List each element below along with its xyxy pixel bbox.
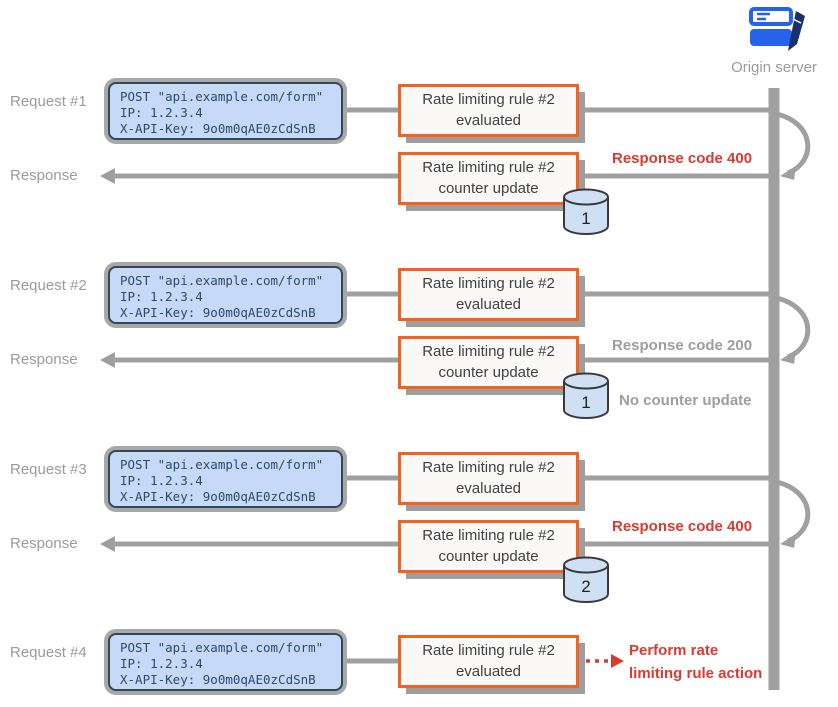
request-payload-3: POST "api.example.com/form" IP: 1.2.3.4 X-API-Key: 9o0m0qAE0zCdSnB xyxy=(108,450,343,508)
counter-update-box-2: Rate limiting rule #2 counter update xyxy=(398,336,579,389)
counter-db-icon-3 xyxy=(561,556,611,604)
server-icon xyxy=(748,5,808,53)
response-code-annotation-3: Response code 400 xyxy=(612,518,753,535)
label-response-3: Response xyxy=(10,535,78,552)
rule-evaluated-box-3: Rate limiting rule #2 evaluated xyxy=(398,452,579,505)
label-request-3: Request #3 xyxy=(10,461,87,478)
response-code-annotation-2: Response code 200 xyxy=(612,337,753,354)
rule-evaluated-box-4: Rate limiting rule #2 evaluated xyxy=(398,635,579,688)
mitigation-arrow xyxy=(586,654,624,668)
label-response-2: Response xyxy=(10,351,78,368)
request-payload-4: POST "api.example.com/form" IP: 1.2.3.4 X-API-Key: 9o0m0qAE0zCdSnB xyxy=(108,633,343,691)
label-request-1: Request #1 xyxy=(10,93,87,110)
label-request-4: Request #4 xyxy=(10,644,87,661)
label-response-1: Response xyxy=(10,167,78,184)
counter-value-1: 1 xyxy=(581,209,591,228)
request-payload-2: POST "api.example.com/form" IP: 1.2.3.4 X-API-Key: 9o0m0qAE0zCdSnB xyxy=(108,266,343,324)
rule-evaluated-box-1: Rate limiting rule #2 evaluated xyxy=(398,84,579,137)
request-payload-1: POST "api.example.com/form" IP: 1.2.3.4 X-API-Key: 9o0m0qAE0zCdSnB xyxy=(108,82,343,140)
counter-update-box-1: Rate limiting rule #2 counter update xyxy=(398,152,579,205)
counter-note-annotation: No counter update xyxy=(619,392,752,409)
mitigation-action-annotation: Perform rate limiting rule action xyxy=(629,642,763,682)
server-label: Origin server xyxy=(731,59,817,76)
counter-value-2: 1 xyxy=(581,393,591,412)
counter-db-icon-1 xyxy=(561,188,611,236)
rule-evaluated-box-2: Rate limiting rule #2 evaluated xyxy=(398,268,579,321)
counter-value-3: 2 xyxy=(581,577,591,596)
label-request-2: Request #2 xyxy=(10,277,87,294)
counter-db-icon-2 xyxy=(561,372,611,420)
response-code-annotation-1: Response code 400 xyxy=(612,150,753,167)
counter-update-box-3: Rate limiting rule #2 counter update xyxy=(398,520,579,573)
